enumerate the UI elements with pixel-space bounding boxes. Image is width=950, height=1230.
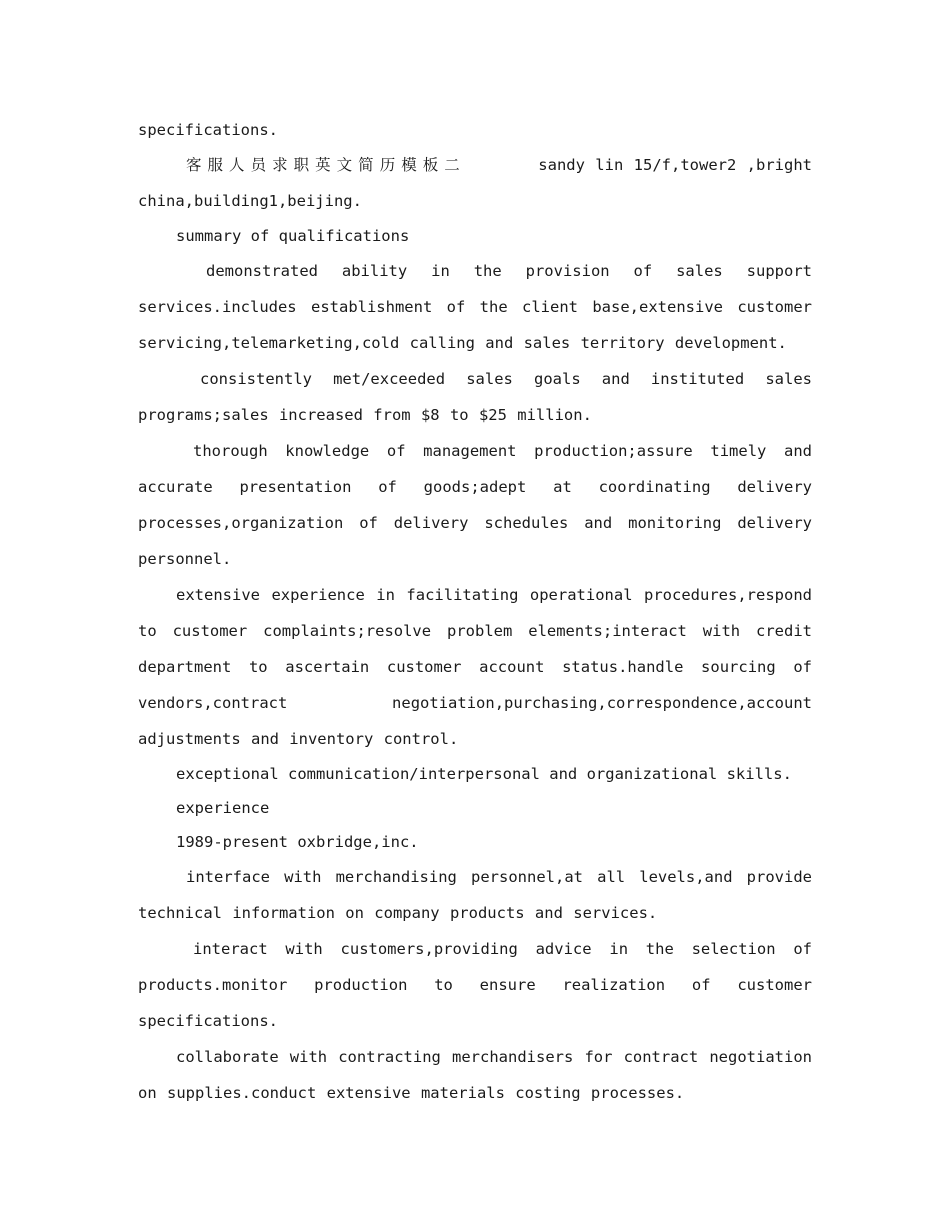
employment-entry-oxbridge: 1989-present oxbridge,inc. <box>176 833 419 851</box>
paragraph-operational-procedures: extensive experience in facilitating operational procedures,respond to customer complaints;resolve problem elements;interact with credit department to ascertain customer account status.handle sourcing of vendors,contract negotiation,purchasing,correspondence,account adjustments and inventory control. <box>138 586 812 748</box>
section-heading-summary: summary of qualifications <box>176 227 410 245</box>
paragraph-merchandising-interface: interface with merchandising personnel,at all levels,and provide technical information on company products and services. <box>138 868 812 922</box>
paragraph-resume-header <box>138 147 812 219</box>
contact-address: sandy lin 15/f,tower2 ,bright china,building1,beijing. <box>138 156 812 210</box>
document-body <box>138 113 812 1111</box>
paragraph-sales-support: demonstrated ability in the provision of sales support services.includes establishment of the client base,extensive customer servicing,telemarketing,cold calling and sales territory development. <box>138 262 812 352</box>
paragraph-specifications: specifications. <box>138 121 278 139</box>
paragraph-management-production: thorough knowledge of management production;assure timely and accurate presentation of goods;adept at coordinating delivery processes,organization of delivery schedules and monitoring delivery personnel. <box>138 442 812 568</box>
section-heading-experience: experience <box>176 799 270 817</box>
paragraph-communication-skills: exceptional communication/interpersonal and organizational skills. <box>176 765 792 783</box>
resume-title: 客服人员求职英文简历模板二 <box>186 156 466 174</box>
paragraph-customer-interaction: interact with customers,providing advice in the selection of products.monitor production to ensure realization of customer specifications. <box>138 940 812 1030</box>
paragraph-contract-negotiation: collaborate with contracting merchandisers for contract negotiation on supplies.conduct extensive materials costing processes. <box>138 1048 812 1102</box>
paragraph-sales-goals: consistently met/exceeded sales goals and instituted sales programs;sales increased from $8 to $25 million. <box>138 370 812 424</box>
